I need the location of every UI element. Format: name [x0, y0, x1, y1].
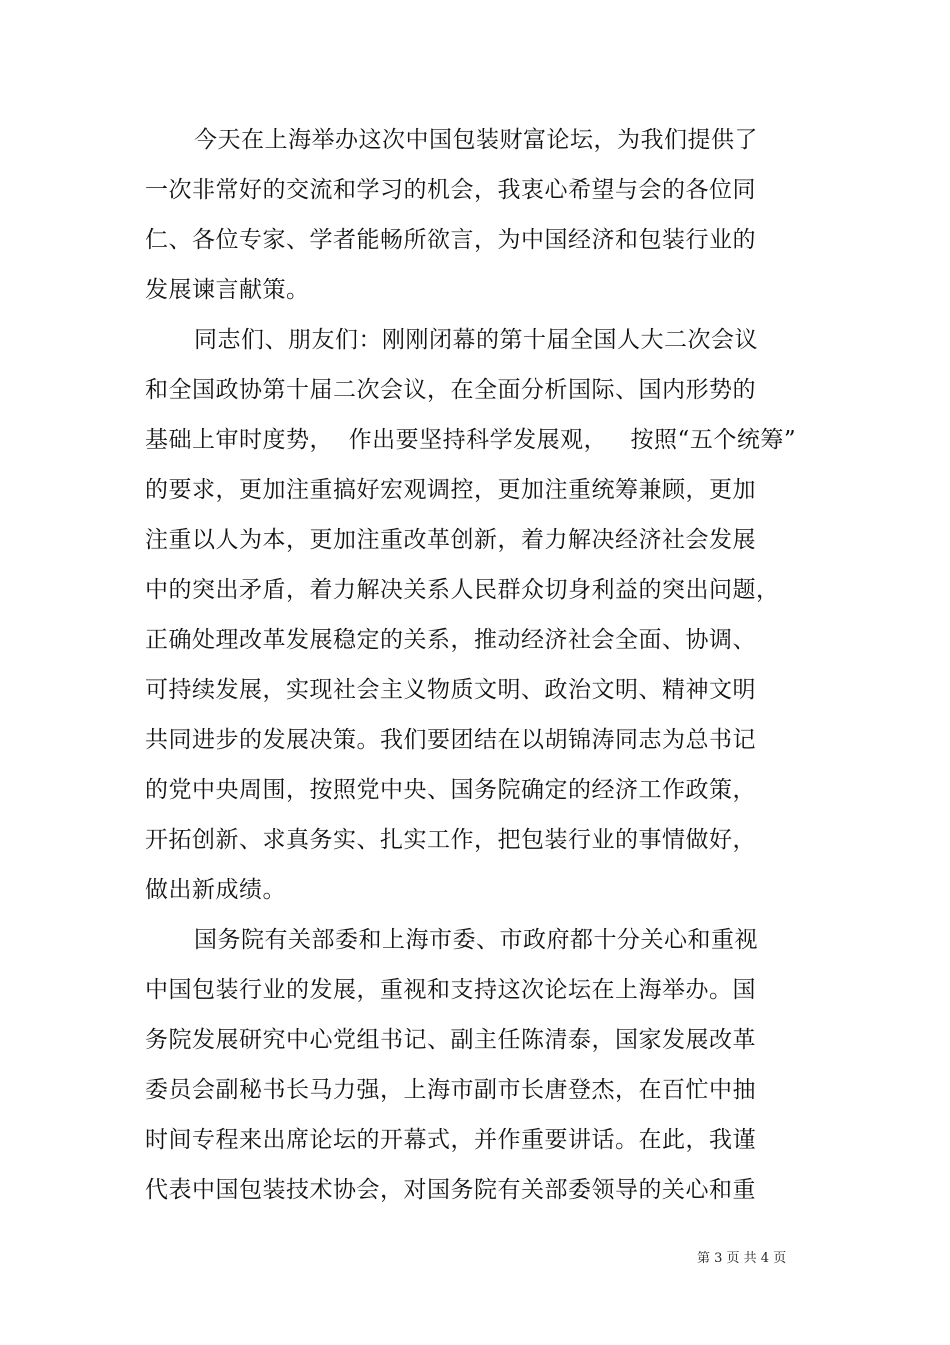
text-line: 共同进步的发展决策。我们要团结在以胡锦涛同志为总书记 — [145, 727, 756, 753]
text-line: 可持续发展，实现社会主义物质文明、政治文明、精神文明 — [145, 677, 756, 703]
text-line: 开拓创新、求真务实、扎实工作，把包装行业的事情做好， — [145, 827, 756, 853]
page-number: 第 3 页 共 4 页 — [697, 1251, 787, 1266]
text-line: 发展谏言献策。 — [145, 277, 310, 303]
text-line: 委员会副秘书长马力强，上海市副市长唐登杰，在百忙中抽 — [145, 1077, 756, 1103]
text-line: 做出新成绩。 — [145, 877, 286, 903]
text-line: 今天在上海举办这次中国包装财富论坛，为我们提供了 — [194, 127, 758, 153]
text-line: 时间专程来出席论坛的开幕式，并作重要讲话。在此，我谨 — [145, 1127, 756, 1153]
text-line: 中的突出矛盾，着力解决关系人民群众切身利益的突出问题， — [145, 577, 780, 603]
text-line: 务院发展研究中心党组书记、副主任陈清泰，国家发展改革 — [145, 1027, 756, 1053]
text-line: 的要求，更加注重搞好宏观调控，更加注重统筹兼顾，更加 — [145, 477, 756, 503]
text-line: 中国包装行业的发展，重视和支持这次论坛在上海举办。国 — [145, 977, 756, 1003]
text-line: 代表中国包装技术协会，对国务院有关部委领导的关心和重 — [145, 1177, 756, 1203]
text-line: 正确处理改革发展稳定的关系，推动经济社会全面、协调、 — [145, 627, 756, 653]
text-line: 国务院有关部委和上海市委、市政府都十分关心和重视 — [194, 927, 758, 953]
text-line: 和全国政协第十届二次会议，在全面分析国际、国内形势的 — [145, 377, 756, 403]
text-line: 的党中央周围，按照党中央、国务院确定的经济工作政策， — [145, 777, 756, 803]
text-line: 基础上审时度势， 作出要坚持科学发展观， 按照“五个统筹” — [145, 427, 797, 453]
text-line: 注重以人为本，更加注重改革创新，着力解决经济社会发展 — [145, 527, 756, 553]
text-line: 仁、各位专家、学者能畅所欲言，为中国经济和包装行业的 — [145, 227, 756, 253]
text-line: 同志们、朋友们：刚刚闭幕的第十届全国人大二次会议 — [194, 327, 758, 353]
text-line: 一次非常好的交流和学习的机会，我衷心希望与会的各位同 — [145, 177, 756, 203]
